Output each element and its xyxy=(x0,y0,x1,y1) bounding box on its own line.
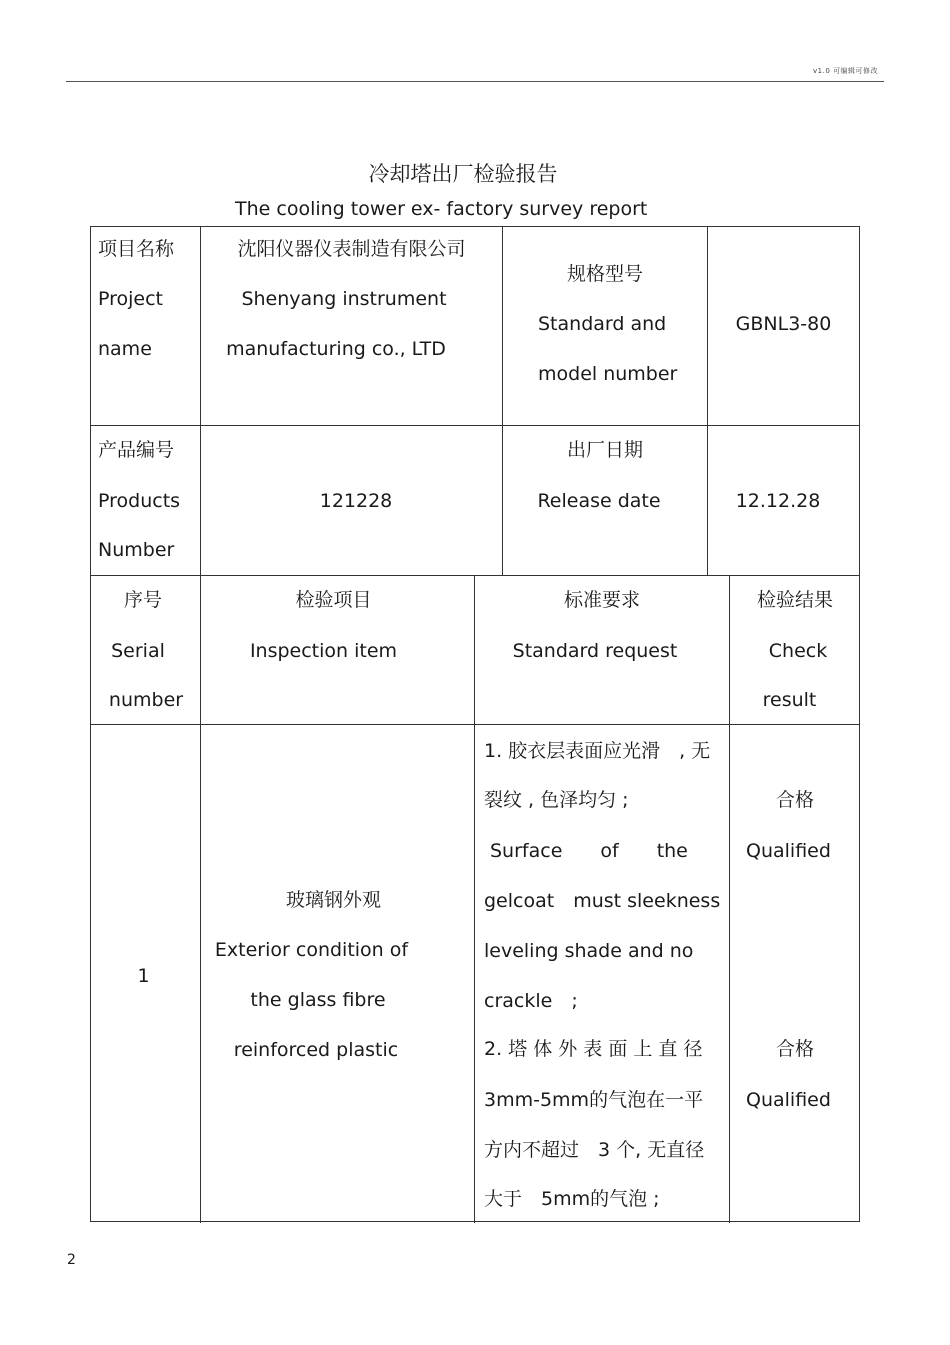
model-label-en2: model number xyxy=(538,363,678,385)
inspection-table xyxy=(90,226,860,1222)
result-1-en: Qualified xyxy=(746,840,831,862)
item-value-en2: the glass fibre xyxy=(250,989,386,1011)
standard-line-4: gelcoat must sleekness xyxy=(484,890,721,912)
serial-value: 1 xyxy=(137,965,150,987)
standard-line-5: leveling shade and no xyxy=(484,940,694,962)
title-chinese: 冷却塔出厂检验报告 xyxy=(368,162,558,186)
item-value-cn: 玻璃钢外观 xyxy=(285,889,381,911)
serial-label-en1: Serial xyxy=(111,640,165,662)
result-2-cn: 合格 xyxy=(775,1038,814,1060)
project-name-label-en1: Project xyxy=(98,288,164,310)
project-name-label-en2: name xyxy=(98,338,152,360)
inspection-item-label-en: Inspection item xyxy=(249,640,398,662)
standard-line-7: 2. 塔 体 外 表 面 上 直 径 xyxy=(484,1038,703,1060)
result-label-en2: result xyxy=(762,689,817,711)
model-label-en1: Standard and xyxy=(538,313,667,335)
project-name-label-cn: 项目名称 xyxy=(98,238,175,260)
item-value-en1: Exterior condition of xyxy=(214,939,409,961)
standard-line-1: 1. 胶衣层表面应光滑 , 无 xyxy=(484,740,711,762)
serial-label-en2: number xyxy=(108,689,184,711)
inspection-item-label-cn: 检验项目 xyxy=(295,589,372,611)
project-name-value-en2: manufacturing co., LTD xyxy=(226,338,446,360)
release-date-label-en: Release date xyxy=(537,490,661,512)
model-label-cn: 规格型号 xyxy=(566,263,643,285)
standard-line-3: Surface of the xyxy=(490,840,688,862)
product-number-value: 121228 xyxy=(319,490,393,512)
release-date-value: 12.12.28 xyxy=(735,490,821,512)
project-name-value-cn: 沈阳仪器仪表制造有限公司 xyxy=(237,238,466,260)
standard-label-cn: 标准要求 xyxy=(563,589,640,611)
model-value: GBNL3-80 xyxy=(735,313,832,335)
standard-line-9: 方内不超过 3 个, 无直径 xyxy=(484,1139,705,1161)
product-number-label-en1: Products xyxy=(98,490,181,512)
standard-line-8: 3mm-5mm的气泡在一平 xyxy=(484,1089,704,1111)
row-divider xyxy=(91,425,859,426)
page-number: 2 xyxy=(67,1252,76,1268)
result-1-cn: 合格 xyxy=(775,789,814,811)
standard-line-2: 裂纹 , 色泽均匀 ; xyxy=(484,789,629,811)
result-2-en: Qualified xyxy=(746,1089,831,1111)
standard-label-en: Standard request xyxy=(512,640,678,662)
item-value-en3: reinforced plastic xyxy=(233,1039,399,1061)
title-english: The cooling tower ex- factory survey report xyxy=(235,198,648,220)
result-label-en1: Check xyxy=(768,640,828,662)
header-note: v1.0 可编辑可修改 xyxy=(813,67,878,75)
project-name-value-en1: Shenyang instrument xyxy=(241,288,447,310)
product-number-label-cn: 产品编号 xyxy=(98,439,175,461)
header-rule xyxy=(66,81,884,82)
product-number-label-en2: Number xyxy=(98,539,175,561)
serial-label-cn: 序号 xyxy=(123,589,162,611)
release-date-label-cn: 出厂日期 xyxy=(566,439,643,461)
standard-line-6: crackle ; xyxy=(484,990,578,1012)
result-label-cn: 检验结果 xyxy=(756,589,833,611)
standard-line-10: 大于 5mm的气泡 ; xyxy=(484,1188,660,1210)
